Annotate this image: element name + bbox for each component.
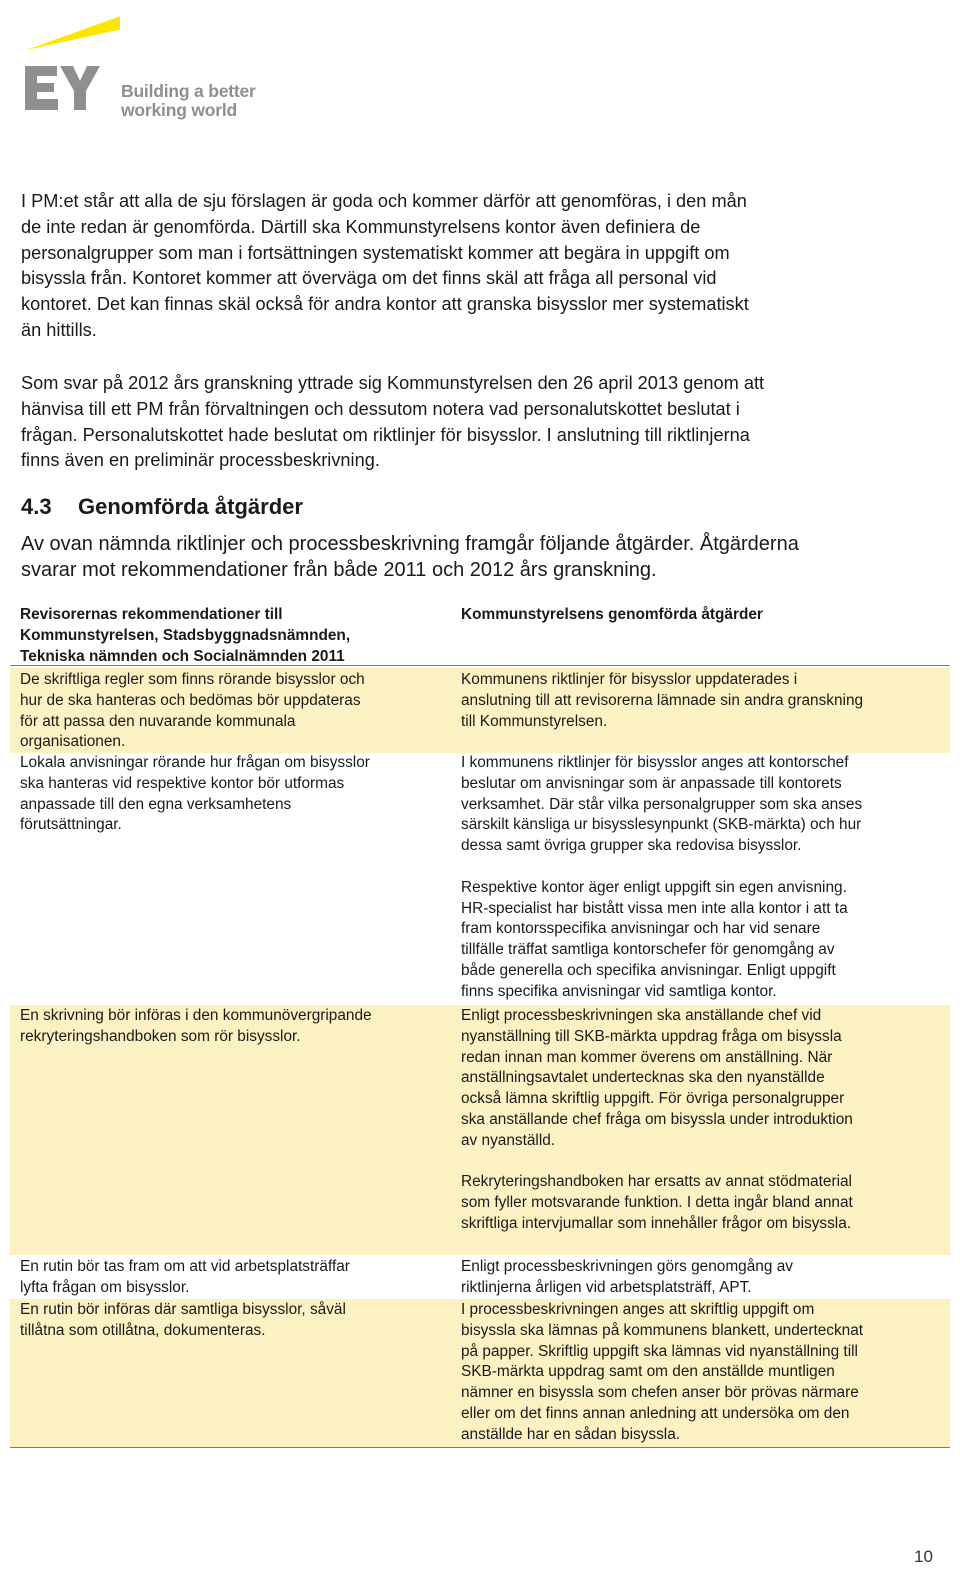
cell-line: som fyller motsvarande funktion. I detta ingår bland annat — [461, 1194, 853, 1212]
cell-line: också lämna skriftlig uppgift. För övriga personalgrupper — [461, 1090, 845, 1108]
cell-line: ska hanteras vid respektive kontor bör utformas — [20, 774, 345, 792]
table-header-left — [20, 605, 450, 667]
page-number: 10 — [914, 1547, 933, 1566]
logo-tagline-line1: Building a better — [121, 81, 256, 101]
section-intro — [21, 532, 946, 583]
cell-line: anslutning till att revisorerna lämnade sin andra granskning — [461, 691, 864, 709]
table-row — [10, 753, 950, 1005]
cell-line: skriftliga intervjumallar som innehåller frågor om bisyssla. — [461, 1214, 852, 1232]
cell-line: I kommunens riktlinjer för bisysslor anges att kontorschef — [461, 754, 849, 771]
paragraph-line: hänvisa till ett PM från förvaltningen och dessutom notera vad personalutskottet beslutat i — [21, 398, 740, 419]
intro-line: svarar mot rekommendationer från både 2011 och 2012 års granskning. — [21, 558, 657, 581]
paragraph-line: bisyssla från. Kontoret kommer att överväga om det finns skäl att fråga all personal vid — [21, 268, 717, 289]
section-title: Genomförda åtgärder — [78, 494, 303, 519]
cell-line: tillåtna som otillåtna, dokumenteras. — [20, 1321, 266, 1339]
cell-line: för att passa den nuvarande kommunala — [20, 712, 296, 730]
paragraph-line: I PM:et står att alla de sju förslagen är goda och kommer därför att genomföras, i den mån — [21, 191, 747, 211]
cell-line: redan innan man kommer överens om anställning. När — [461, 1048, 833, 1066]
row-recommendation — [20, 753, 450, 836]
cell-line: tillfälle träffat samtliga kontorschefer för genomgång av — [461, 941, 835, 959]
paragraph-1 — [21, 189, 946, 344]
table-header-right — [461, 605, 946, 626]
cell-line: rekryteringshandboken som rör bisysslor. — [20, 1027, 301, 1045]
cell-line: anpassade till den egna verksamhetens — [20, 795, 292, 813]
ey-logo — [20, 0, 260, 120]
row-measure — [461, 753, 946, 1003]
header-left-line: Tekniska nämnden och Socialnämnden 2011 — [20, 647, 345, 665]
paragraph-line: finns även en preliminär processbeskrivning. — [21, 450, 380, 471]
cell-line: dessa samt övriga grupper ska redovisa bisysslor. — [461, 837, 802, 855]
cell-line: ska anställande chef fråga om bisyssla under introduktion — [461, 1110, 853, 1128]
cell-spacer — [461, 857, 946, 878]
row-measure — [461, 1006, 946, 1235]
ey-logo-mark — [20, 0, 120, 120]
cell-line: organisationen. — [20, 733, 126, 751]
paragraph-line: de inte redan är genomförda. Därtill ska Kommunstyrelsens kontor även definiera de — [21, 216, 701, 237]
cell-line: En skrivning bör införas i den kommunövergripande — [20, 1007, 372, 1024]
cell-line: riktlinjerna årligen vid arbetsplatsträff, APT. — [461, 1278, 752, 1296]
table-row — [10, 1005, 950, 1255]
row-measure — [461, 1257, 946, 1299]
cell-line: både generella och specifika anvisningar. Enligt uppgift — [461, 961, 836, 979]
cell-spacer — [461, 1152, 946, 1173]
logo-letter-y — [60, 66, 100, 110]
paragraph-line: än hittills. — [21, 319, 97, 340]
cell-line: förutsättningar. — [20, 816, 122, 834]
cell-line: En rutin bör tas fram om att vid arbetsplatsträffar — [20, 1258, 350, 1275]
cell-line: av nyanställd. — [461, 1131, 556, 1149]
cell-line: Rekryteringshandboken har ersatts av annat stödmaterial — [461, 1173, 852, 1191]
cell-line: bisyssla ska lämnas på kommunens blankett, undertecknat — [461, 1321, 864, 1339]
cell-line: lyfta frågan om bisysslor. — [20, 1278, 190, 1296]
section-number: 4.3 — [21, 494, 52, 519]
table-row — [10, 1299, 950, 1448]
row-recommendation — [20, 1006, 450, 1048]
logo-tagline — [121, 82, 256, 120]
row-recommendation — [20, 1300, 450, 1342]
cell-line: SKB-märkta uppdrag samt om den anställde muntligen — [461, 1363, 835, 1381]
cell-line: Enligt processbeskrivningen görs genomgång av — [461, 1258, 793, 1275]
table-header-row — [10, 605, 950, 666]
cell-line: anställningsavtalet undertecknas ska den nyanställde — [461, 1069, 825, 1087]
table-row — [10, 1255, 950, 1299]
cell-line: verksamhet. Där står vilka personalgrupper som ska anses — [461, 795, 863, 813]
logo-letter-e — [25, 66, 58, 110]
cell-line: De skriftliga regler som finns rörande bisysslor och — [20, 671, 365, 688]
cell-line: nyanställning till SKB-märkta uppdrag fråga om bisyssla — [461, 1027, 842, 1045]
section-heading — [21, 493, 303, 521]
cell-line: till Kommunstyrelsen. — [461, 712, 608, 730]
paragraph-2 — [21, 371, 946, 474]
logo-tagline-line2: working world — [121, 100, 238, 120]
cell-line: Lokala anvisningar rörande hur frågan om bisysslor — [20, 754, 370, 771]
row-measure — [461, 670, 946, 732]
table-row — [10, 668, 950, 753]
cell-line: särskilt känsliga ur bisysslesynpunkt (SKB-märkta) och hur — [461, 816, 862, 834]
cell-line: hur de ska hanteras och bedömas bör uppdateras — [20, 691, 361, 709]
paragraph-line: personalgrupper som man i fortsättningen systematiskt kommer att begära in uppgift om — [21, 242, 730, 263]
paragraph-line: kontoret. Det kan finnas skäl också för andra kontor att granska bisysslor mer systematiskt — [21, 294, 749, 315]
cell-line: En rutin bör införas där samtliga bisysslor, såväl — [20, 1301, 346, 1318]
row-recommendation — [20, 670, 450, 753]
paragraph-line: frågan. Personalutskottet hade beslutat om riktlinjer för bisysslor. I anslutning till riktlinjerna — [21, 424, 750, 445]
header-left-line: Revisorernas rekommendationer till — [20, 606, 283, 623]
cell-line: Kommunens riktlinjer för bisysslor uppdaterades i — [461, 671, 798, 688]
header-right-line: Kommunstyrelsens genomförda åtgärder — [461, 606, 763, 623]
cell-line: på papper. Skriftlig uppgift ska lämnas vid nyanställning till — [461, 1342, 858, 1360]
cell-line: anställde har en sådan bisyssla. — [461, 1425, 681, 1443]
row-recommendation — [20, 1257, 450, 1299]
cell-line: I processbeskrivningen anges att skriftlig uppgift om — [461, 1301, 815, 1318]
row-measure — [461, 1300, 946, 1446]
cell-line: eller om det finns annan anledning att undersöka om den — [461, 1404, 850, 1422]
intro-line: Av ovan nämnda riktlinjer och processbeskrivning framgår följande åtgärder. Åtgärderna — [21, 533, 799, 555]
cell-line: HR-specialist har bistått vissa men inte alla kontor i att ta — [461, 899, 848, 917]
header-left-line: Kommunstyrelsen, Stadsbyggnadsnämnden, — [20, 626, 351, 644]
paragraph-line: Som svar på 2012 års granskning yttrade sig Kommunstyrelsen den 26 april 2013 genom att — [21, 373, 765, 393]
cell-line: Respektive kontor äger enligt uppgift sin egen anvisning. — [461, 878, 847, 896]
cell-line: Enligt processbeskrivningen ska anställande chef vid — [461, 1007, 822, 1024]
cell-line: fram kontorsspecifika anvisningar och har vid senare — [461, 920, 821, 938]
cell-line: nämner en bisyssla som chefen anser bör prövas närmare — [461, 1384, 859, 1402]
logo-beam — [26, 4, 120, 50]
cell-line: beslutar om anvisningar som är anpassade till kontorets — [461, 774, 842, 792]
cell-line: finns specifika anvisningar vid samtliga kontor. — [461, 982, 777, 1000]
